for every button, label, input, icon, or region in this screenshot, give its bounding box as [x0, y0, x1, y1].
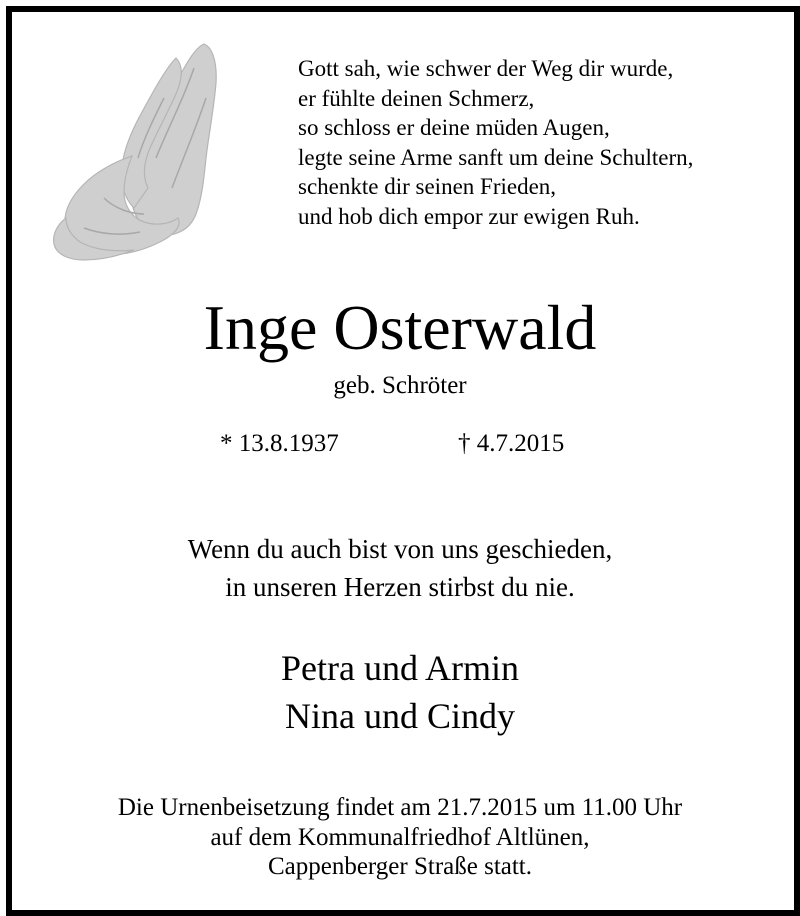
verse-line: Wenn du auch bist von uns geschieden, [187, 534, 613, 564]
burial-line: auf dem Kommunalfriedhof Altlünen, [210, 823, 590, 851]
birth-date: * 13.8.1937 [220, 430, 339, 457]
poem-line: er fühlte deinen Schmerz, [298, 85, 535, 111]
burial-line: Cappenberger Straße statt. [267, 853, 533, 880]
burial-line: Die Urnenbeisetzung findet am 21.7.2015 um 11.00 Uhr [117, 794, 683, 821]
poem-line: so schloss er deine müden Augen, [298, 115, 610, 140]
poem [298, 54, 778, 231]
poem-line: und hob dich empor zur ewigen Ruh. [298, 203, 640, 229]
verse-line: in unseren Herzen stirbst du nie. [225, 572, 575, 602]
deceased-name: Inge Osterwald [203, 292, 597, 363]
mourner-line: Petra und Armin [281, 648, 519, 688]
burial-notice [0, 793, 800, 882]
poem-line: legte seine Arme sanft um deine Schultern, [298, 144, 694, 170]
praying-hands-icon [44, 38, 224, 263]
death-date: † 4.7.2015 [458, 430, 565, 457]
poem-line: schenkte dir seinen Frieden, [298, 174, 557, 199]
verse [0, 530, 800, 606]
mourner-line: Nina und Cindy [285, 696, 515, 736]
mourners [0, 644, 800, 740]
birth-name: geb. Schröter [333, 372, 467, 399]
poem-line: Gott sah, wie schwer der Weg dir wurde, [298, 56, 674, 81]
